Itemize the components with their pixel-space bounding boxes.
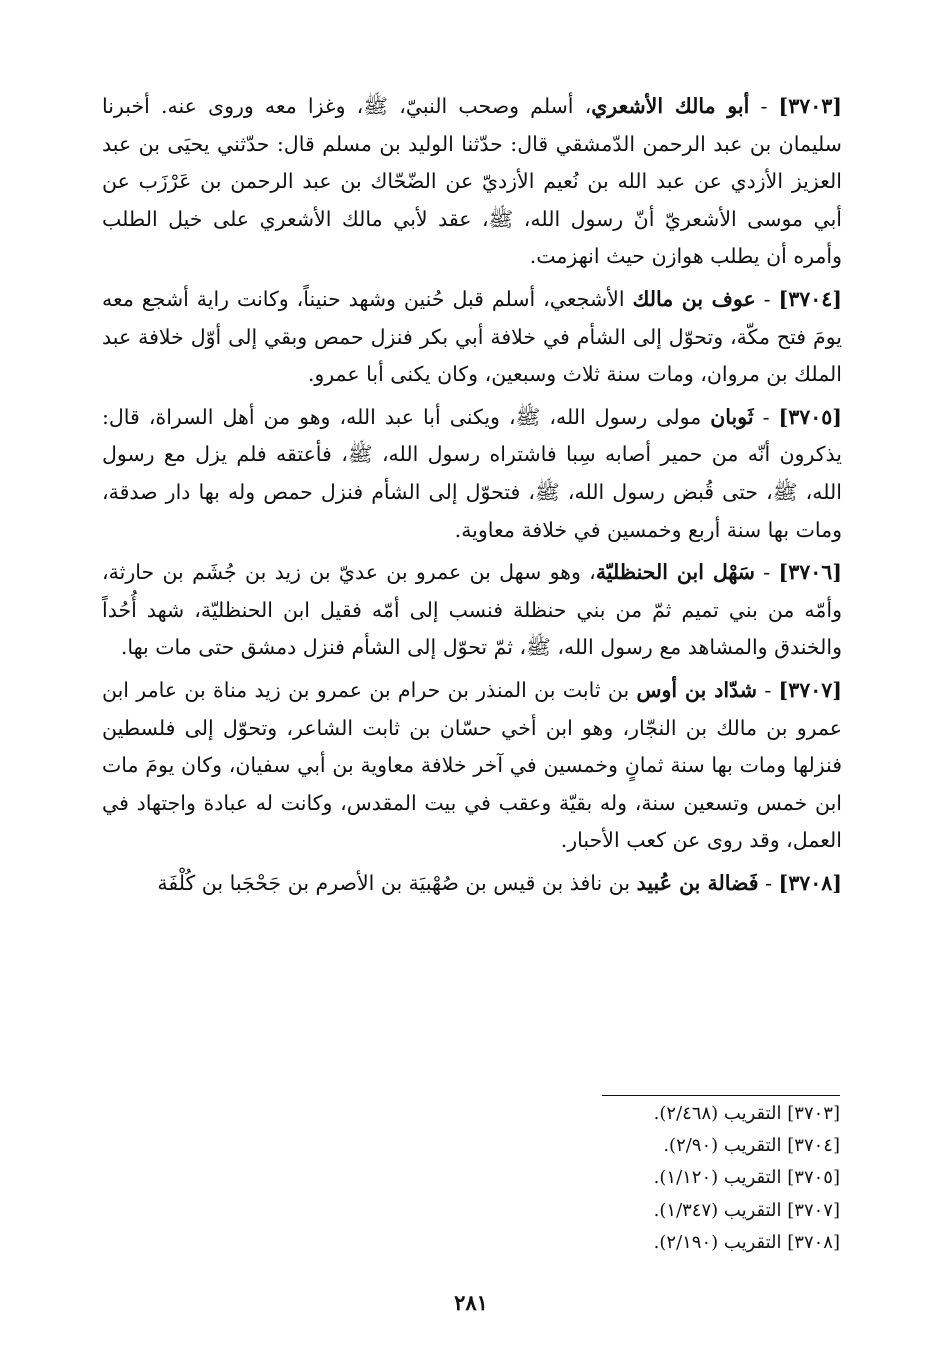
entry-number: [٣٧٠٨] bbox=[778, 870, 842, 895]
entry-3706: [٣٧٠٦] - سَهْل ابن الحنظليّة، وهو سهل بن عمرو بن عديّ بن زيد بن جُشَم بن حارثة، وأمّه من بني تميم ثمّ من بني حنظلة فنسب إلى أمّه فقيل ابن الحنظليّة، شهد أُحُداً والخندق والمشاهد مع رسول الله، ﷺ، ثمّ تحوّل إلى الشأم فنزل دمشق حتى مات بها. bbox=[102, 560, 842, 660]
entry-text: ، وهو سهل بن عمرو بن عديّ بن زيد بن جُشَم بن حارثة، وأمّه من بني تميم ثمّ من بني حنظلة فنسب إلى أمّه فقيل ابن الحنظليّة، شهد أُحُداً والخندق والمشاهد مع رسول الله، ﷺ، ثمّ تحوّل إلى الشأم فنزل دمشق حتى مات بها. bbox=[102, 560, 842, 660]
entry-text: بن نافذ بن قيس بن صُهْبيَة بن الأصرم بن جَحْجَبا بن كُلْفَة bbox=[157, 870, 637, 895]
entry-number: [٣٧٠٤] bbox=[778, 286, 842, 311]
entry-name: أبو مالك الأشعري bbox=[591, 94, 750, 118]
entry-name: شدّاد بن أوس bbox=[636, 677, 758, 702]
entry-3703: [٣٧٠٣] - أبو مالك الأشعري، أسلم وصحب النبيّ، ﷺ، وغزا معه وروى عنه. أخبرنا سليمان بن عبد الرحمن الدّمشقي قال: حدّثنا الوليد بن مسلم قال: حدّثني يحيَى بن عبد العزيز الأزدي عن عبد الله بن نُعيم الأزديّ عن الضّحّاك بن عبد الرحمن بن عَرْزَب عن أبي موسى الأشعريّ أنّ رسول الله، ﷺ، عقد لأبي مالك الأشعري على خيل الطلب وأمره أن يطلب هوازن حيث انهزمت. bbox=[102, 94, 842, 269]
entry-name: فَضالة بن عُبيد bbox=[636, 870, 759, 895]
entry-text: بن ثابت بن المنذر بن حرام بن عمرو بن زيد مناة بن عامر ابن عمرو بن مالك بن النجّار، وهو ابن أخي حسّان بن ثابت الشاعر، وتحوّل إلى فلسطين فنزلها ومات بها سنة ثمانٍ وخمسين في آخر خلافة معاوية بن أبي سفيان، وكان يومَ مات ابن خمس وتسعين سنة، وله بقيّة وعقب في بيت المقدس، وكانت له عبادة واجتهاد في العمل، وقد روى عن كعب الأحبار. bbox=[102, 677, 842, 853]
footnote: [٣٧٠٥] التقريب (١/١٢٠). bbox=[653, 1167, 840, 1189]
page-number: ٢٨١ bbox=[454, 1290, 488, 1315]
footnote: [٣٧٠٣] التقريب (٢/٤٦٨). bbox=[653, 1103, 840, 1124]
footnote: [٣٧٠٤] التقريب (٢/٩٠). bbox=[663, 1135, 840, 1157]
entry-3705: [٣٧٠٥] - ثَوبان مولى رسول الله، ﷺ، ويكنى أبا عبد الله، وهو من أهل السراة، قال: يذكرون أنّه من حمير أصابه سِبا فاشتراه رسول الله، ﷺ، فأعتقه فلم يزل مع رسول الله، ﷺ، حتى قُبض رسول الله، ﷺ، فتحوّل إلى الشأم فنزل حمص وله بها دار صدقة، ومات بها سنة أربع وخمسين في خلافة معاوية. bbox=[102, 404, 842, 542]
entry-text: الأشجعي، أسلم قبل حُنين وشهد حنيناً، وكانت راية أشجع معه يومَ فتح مكّة، وتحوّل إلى الشأم في خلافة أبي بكر فنزل حمص وبقي إلى أوّل خلافة عبد الملك بن مروان، ومات سنة ثلاث وسبعين، وكان يكنى أبا عمرو. bbox=[102, 286, 842, 387]
footnotes bbox=[340, 1098, 840, 1259]
entry-text: مولى رسول الله، ﷺ، ويكنى أبا عبد الله، وهو من أهل السراة، قال: يذكرون أنّه من حمير أصابه سِبا فاشتراه رسول الله، ﷺ، فأعتقه فلم يزل مع رسول الله، ﷺ، حتى قُبض رسول الله، ﷺ، فتحوّل إلى الشأم فنزل حمص وله بها دار صدقة، ومات بها سنة أربع وخمسين في خلافة معاوية. bbox=[102, 404, 842, 542]
footnote-divider bbox=[602, 1095, 840, 1096]
entry-text: ، أسلم وصحب النبيّ، ﷺ، وغزا معه وروى عنه. أخبرنا سليمان بن عبد الرحمن الدّمشقي قال: حدّثنا الوليد بن مسلم قال: حدّثني يحيَى بن عبد العزيز الأزدي عن عبد الله بن نُعيم الأزديّ عن الضّحّاك بن عبد الرحمن بن عَرْزَب عن أبي موسى الأشعريّ أنّ رسول الله، ﷺ، عقد لأبي مالك الأشعري على خيل الطلب وأمره أن يطلب هوازن حيث انهزمت. bbox=[102, 94, 842, 269]
entry-number: [٣٧٠٦] bbox=[778, 560, 842, 585]
entry-number: [٣٧٠٧] bbox=[778, 677, 842, 702]
footnote: [٣٧٠٧] التقريب (١/٣٤٧). bbox=[653, 1199, 840, 1221]
entry-3708: [٣٧٠٨] - فَضالة بن عُبيد بن نافذ بن قيس بن صُهْبيَة بن الأصرم بن جَحْجَبا بن كُلْفَة bbox=[157, 870, 842, 895]
footnote: [٣٧٠٨] التقريب (٢/١٩٠). bbox=[653, 1231, 840, 1253]
entry-3704: [٣٧٠٤] - عوف بن مالك الأشجعي، أسلم قبل حُنين وشهد حنيناً، وكانت راية أشجع معه يومَ فتح مكّة، وتحوّل إلى الشأم في خلافة أبي بكر فنزل حمص وبقي إلى أوّل خلافة عبد الملك بن مروان، ومات سنة ثلاث وسبعين، وكان يكنى أبا عمرو. bbox=[102, 286, 842, 387]
entry-number: [٣٧٠٣] bbox=[778, 94, 842, 118]
entry-name: ثَوبان bbox=[710, 404, 754, 429]
entry-name: عوف بن مالك bbox=[632, 286, 756, 311]
entry-number: [٣٧٠٥] bbox=[778, 404, 842, 429]
page-body bbox=[102, 88, 842, 907]
entry-name: سَهْل ابن الحنظليّة bbox=[595, 560, 755, 585]
entry-3707: [٣٧٠٧] - شدّاد بن أوس بن ثابت بن المنذر بن حرام بن عمرو بن زيد مناة بن عامر ابن عمرو بن مالك بن النجّار، وهو ابن أخي حسّان بن ثابت الشاعر، وتحوّل إلى فلسطين فنزلها ومات بها سنة ثمانٍ وخمسين في آخر خلافة معاوية بن أبي سفيان، وكان يومَ مات ابن خمس وتسعين سنة، وله بقيّة وعقب في بيت المقدس، وكانت له عبادة واجتهاد في العمل، وقد روى عن كعب الأحبار. bbox=[102, 677, 842, 853]
